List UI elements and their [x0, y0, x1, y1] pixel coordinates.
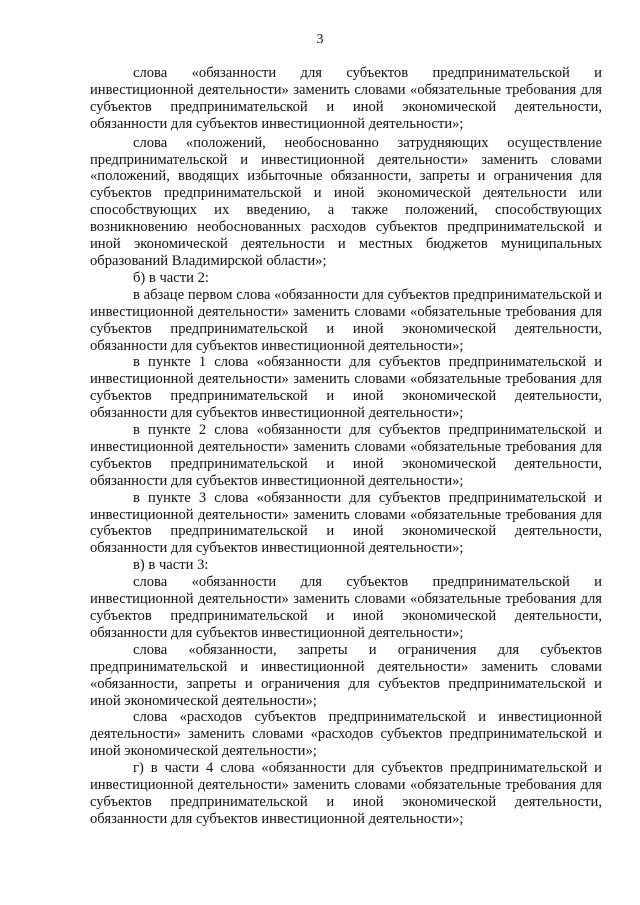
- paragraph: слова «расходов субъектов предпринимательской и инвестиционной деятельности» заменить словами «расходов субъектов предпринимательской и иной экономической деятельности»;: [90, 709, 602, 760]
- paragraph: г) в части 4 слова «обязанности для субъектов предпринимательской и инвестиционной деятельности» заменить словами «обязательные требования для субъектов предпринимательской и иной экономической деятельности, обязанности для субъектов инвестиционной деятельности»;: [90, 760, 602, 827]
- paragraph: в пункте 1 слова «обязанности для субъектов предпринимательской и инвестиционной деятельности» заменить словами «обязательные требования для субъектов предпринимательской и иной экономической деятельности, обязанности для субъектов инвестиционной деятельности»;: [90, 354, 602, 422]
- paragraph: в) в части 3:: [133, 557, 209, 574]
- paragraph: слова «обязанности для субъектов предпринимательской и инвестиционной деятельности» заменить словами «обязательные требования для субъектов предпринимательской и иной экономической деятельности, обязанности для субъектов инвестиционной деятельности»;: [90, 574, 602, 641]
- paragraph: слова «обязанности для субъектов предпринимательской и инвестиционной деятельности» заменить словами «обязательные требования для субъектов предпринимательской и иной экономической деятельности, обязанности для субъектов инвестиционной деятельности»;: [90, 65, 602, 132]
- page-number: 3: [316, 32, 324, 47]
- paragraph: слова «положений, необоснованно затрудняющих осуществление предпринимательской и инвестиционной деятельности» заменить словами «положений, вводящих избыточные обязанности, запреты и ограничения для субъектов предпринимательской и иной экономической деятельности или способствующих их введению, а также положений, способствующих возникновению необоснованных расходов субъектов предпринимательской и иной экономической деятельности и местных бюджетов муниципальных образований Владимирской области»;: [90, 134, 602, 269]
- paragraph: в пункте 2 слова «обязанности для субъектов предпринимательской и инвестиционной деятельности» заменить словами «обязательные требования для субъектов предпринимательской и иной экономической деятельности, обязанности для субъектов инвестиционной деятельности»;: [90, 422, 602, 489]
- document-body: [90, 65, 602, 828]
- paragraph: б) в части 2:: [133, 269, 209, 286]
- paragraph: в пункте 3 слова «обязанности для субъектов предпринимательской и инвестиционной деятельности» заменить словами «обязательные требования для субъектов предпринимательской и иной экономической деятельности, обязанности для субъектов инвестиционной деятельности»;: [90, 489, 602, 557]
- paragraph: слова «обязанности, запреты и ограничения для субъектов предпринимательской и инвестиционной деятельности» заменить словами «обязанности, запреты и ограничения для субъектов предпринимательской и иной экономической деятельности»;: [90, 641, 602, 709]
- paragraph: в абзаце первом слова «обязанности для субъектов предпринимательской и инвестиционной деятельности» заменить словами «обязательные требования для субъектов предпринимательской и иной экономической деятельности, обязанности для субъектов инвестиционной деятельности»;: [90, 286, 602, 354]
